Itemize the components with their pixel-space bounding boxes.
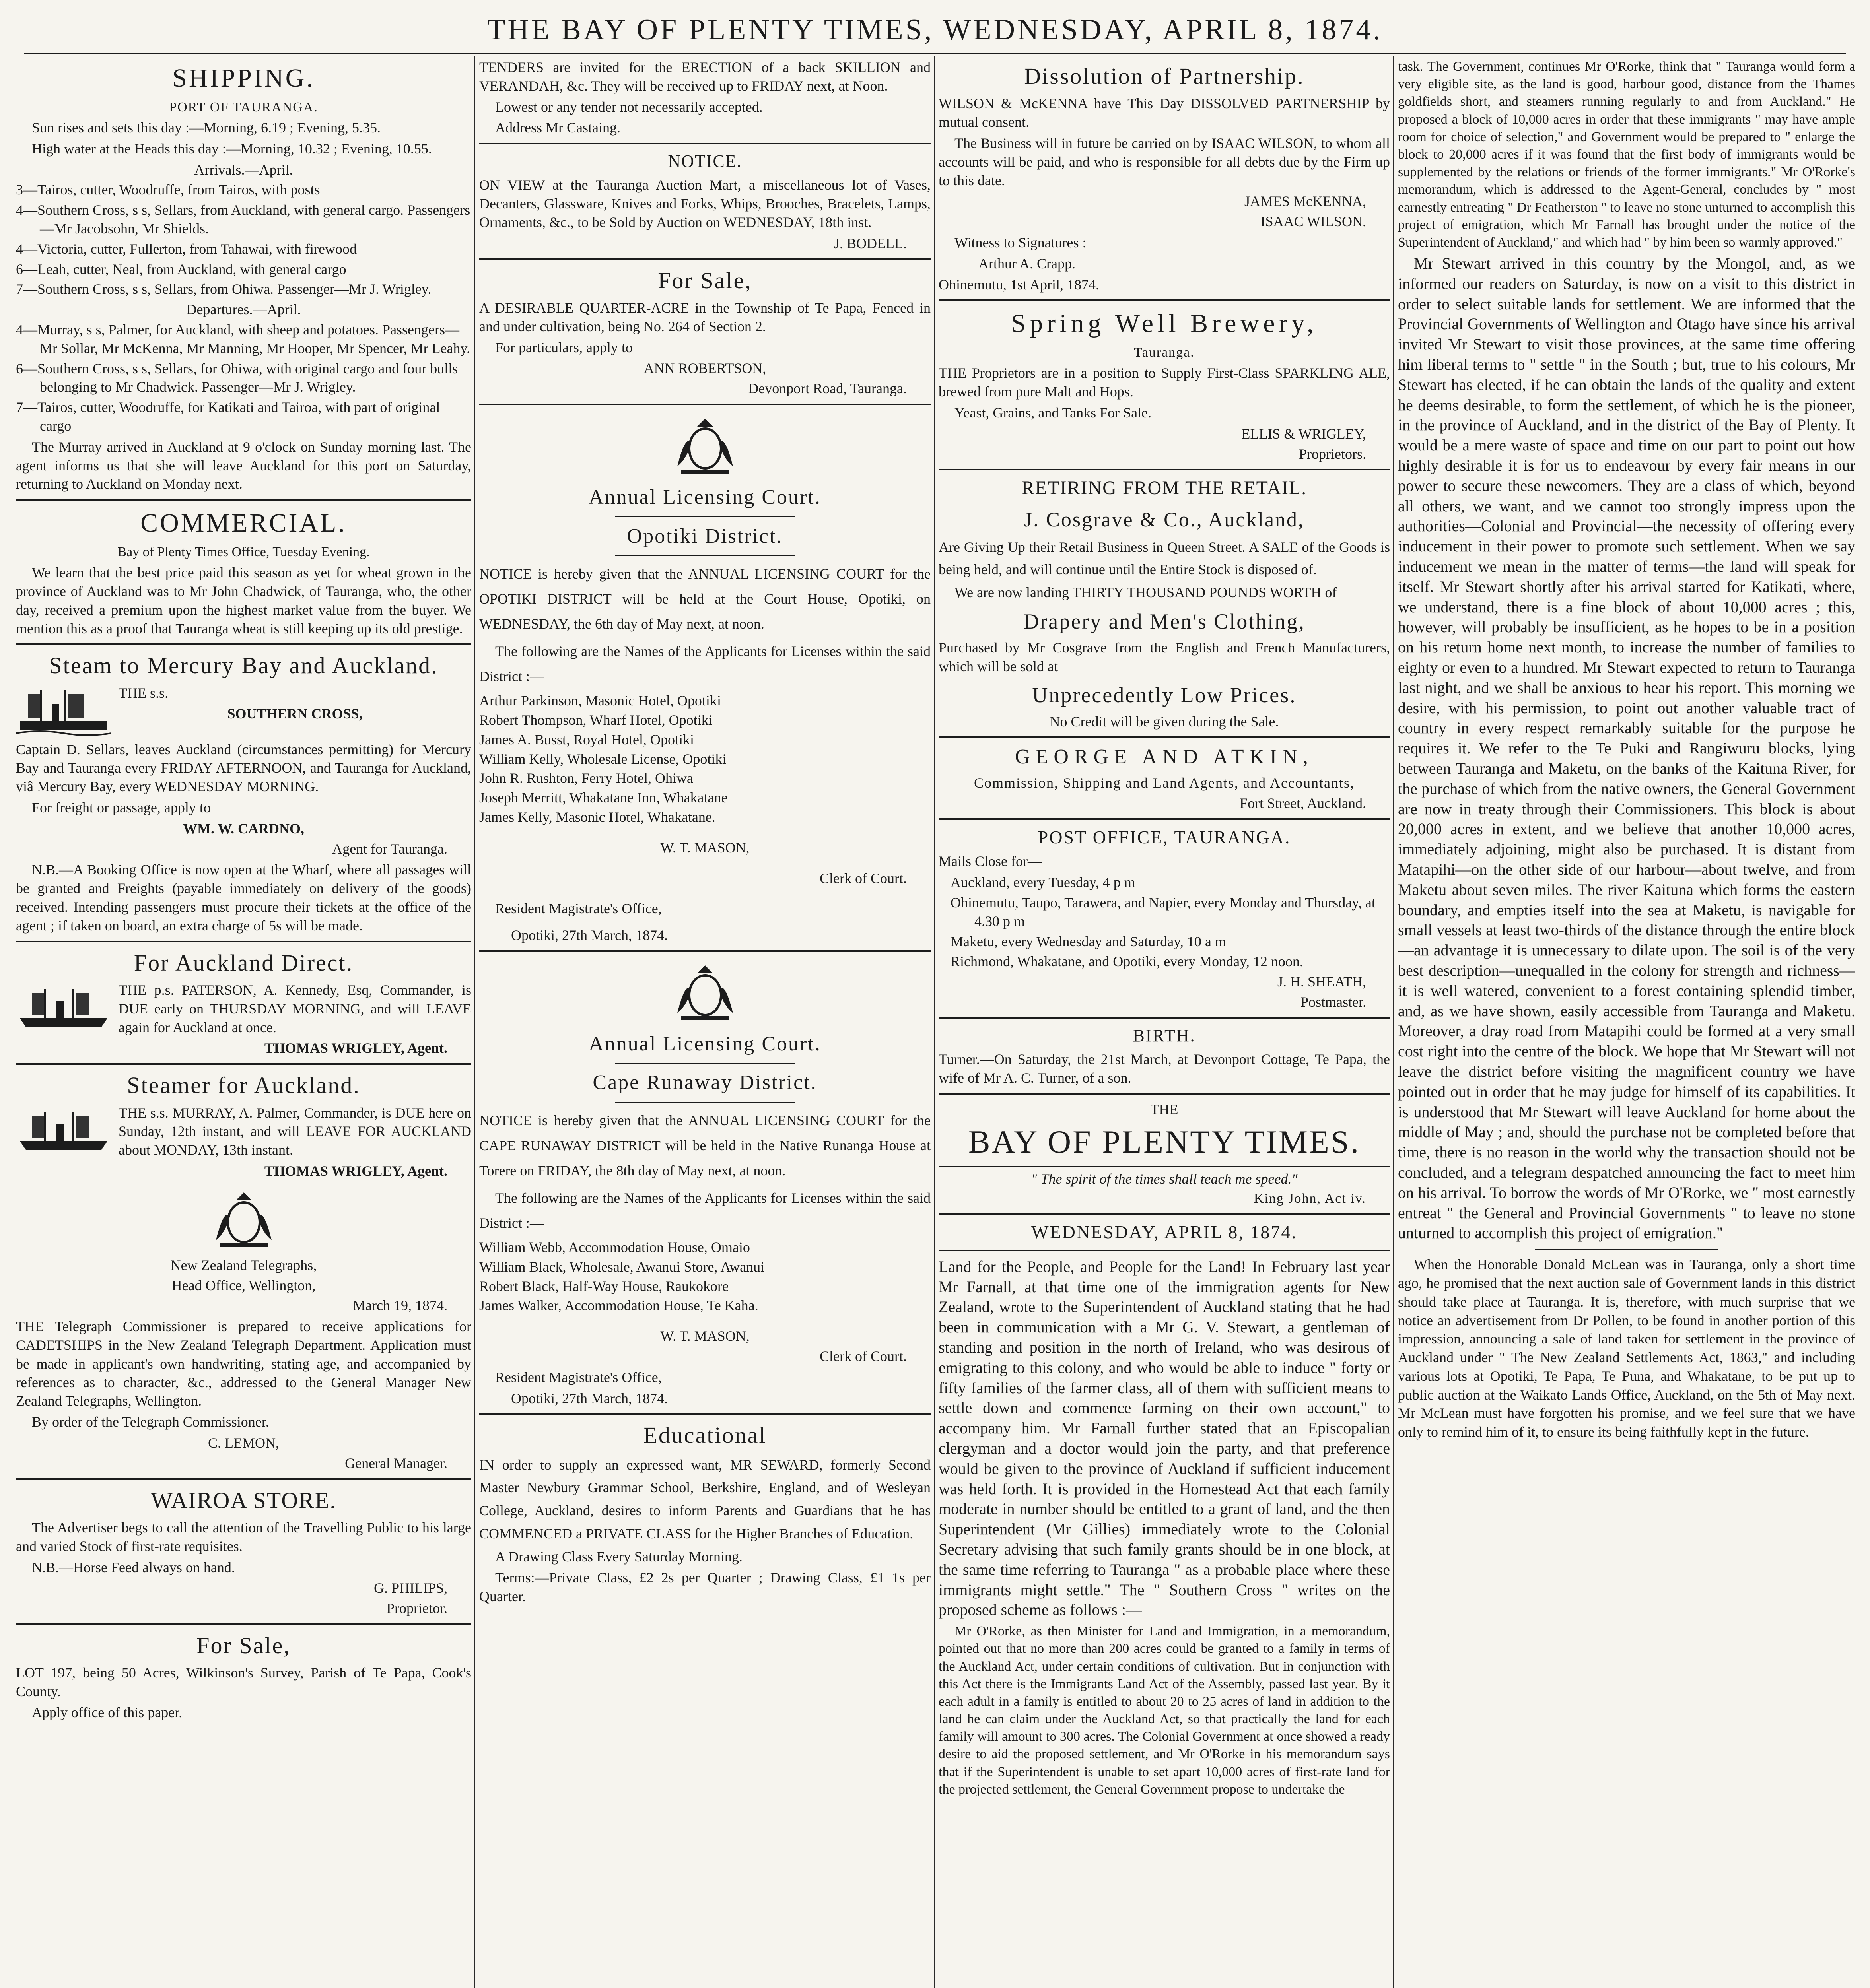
commercial-body: We learn that the best price paid this season as yet for wheat grown in the province of Auckland was to Mr John Chadwick, of Tauranga, who, the other day, received a premium upon the highest market value from the buyer. We mention this as a proof that Tauranga wheat is still keeping up its old prestige. bbox=[16, 565, 471, 637]
opotiki-court-heading: Annual Licensing Court. bbox=[589, 485, 821, 509]
post-office-role: Postmaster. bbox=[1300, 994, 1366, 1010]
brewery-sig: ELLIS & WRIGLEY, bbox=[1241, 425, 1366, 442]
mail-entry: Maketu, every Wednesday and Saturday, 10 a m bbox=[951, 933, 1226, 949]
paper-date: WEDNESDAY, APRIL 8, 1874. bbox=[1031, 1221, 1297, 1242]
divider bbox=[1535, 1249, 1718, 1250]
wairoa-body: The Advertiser begs to call the attention of the Travelling Public to his large and varied Stock of first-rate requisites. bbox=[16, 1519, 471, 1554]
brewery-body: THE Proprietors are in a position to Supply First-Class SPARKLING ALE, brewed from pure Malt and Hops. bbox=[939, 365, 1390, 400]
departure-entry: 4—Murray, s s, Palmer, for Auckland, with sheep and potatoes. Passengers—Mr Sollar, Mr McKenna, Mr Manning, Mr Hooper, Mr Spencer, Mr Leahy. bbox=[16, 321, 470, 356]
departure-entry: 6—Southern Cross, s s, Sellars, for Ohiwa, with original cargo and four bulls belonging to Mr Chadwick. Passenger—Mr J. Wrigley. bbox=[16, 360, 458, 395]
brewery-role: Proprietors. bbox=[1299, 446, 1366, 462]
telegraphs-line1: New Zealand Telegraphs, bbox=[170, 1257, 317, 1273]
wairoa-sig: G. PHILIPS, bbox=[373, 1580, 447, 1596]
editorial-quote: Mr O'Rorke, as then Minister for Land and Immigration, in a memorandum, pointed out that no more than 200 acres could be granted to a family in terms of the Auckland Act, under certain conditions of cultivation. But in conjunction with this Act there is the Immigrants Land Act of the Assembly, passed last year. By it each adult in a family is entitled to about 20 to 25 acres of land in addition to the land he can claim under the Auckland Act, so that practically the land for each family will amount to 300 acres. The Colonial Government at once showed a ready desire to aid the proposed settlement, and Mr O'Rorke in his memorandum says that if the Superintendent is unable to set apart 10,000 acres of first-rate land for the projected settlement, the General Government propose to undertake the bbox=[939, 1624, 1390, 1797]
lot-sale-heading: For Sale, bbox=[196, 1632, 291, 1658]
retiring-landing: We are now landing THIRTY THOUSAND POUNDS WORTH of bbox=[954, 584, 1337, 600]
telegraphs-date: March 19, 1874. bbox=[353, 1297, 447, 1314]
divider bbox=[16, 499, 471, 501]
applicant-entry: Robert Thompson, Wharf Hotel, Opotiki bbox=[479, 712, 713, 728]
telegraphs-order: By order of the Telegraph Commissioner. bbox=[32, 1414, 269, 1430]
quarter-acre-apply: For particulars, apply to bbox=[495, 339, 633, 355]
divider bbox=[615, 555, 795, 556]
quarter-acre-sig: ANN ROBERTSON, bbox=[643, 360, 766, 377]
brewery-place: Tauranga. bbox=[1134, 345, 1195, 360]
dissolution-body2: The Business will in future be carried on by ISAAC WILSON, to whom all accounts will be paid, and who is responsible for all debts due by the Firm up to this date. bbox=[939, 135, 1390, 188]
quarter-acre-address: Devonport Road, Tauranga. bbox=[748, 381, 907, 397]
dissolution-witness: Witness to Signatures : bbox=[954, 234, 1087, 250]
auckland-direct-heading: For Auckland Direct. bbox=[134, 949, 354, 976]
divider bbox=[479, 258, 931, 260]
dissolution-place: Ohinemutu, 1st April, 1874. bbox=[939, 276, 1099, 293]
high-water: High water at the Heads this day :—Morning, 10.32 ; Evening, 10.55. bbox=[32, 140, 432, 157]
cape-date: Opotiki, 27th March, 1874. bbox=[511, 1390, 668, 1406]
divider bbox=[939, 469, 1390, 470]
mercury-ship-name: SOUTHERN CROSS, bbox=[227, 706, 363, 722]
retiring-drapery: Drapery and Men's Clothing, bbox=[1023, 609, 1305, 633]
post-office-sig: J. H. SHEATH, bbox=[1277, 974, 1366, 990]
retiring-firm: J. Cosgrave & Co., Auckland, bbox=[1024, 508, 1305, 531]
opotiki-body: NOTICE is hereby given that the ANNUAL LICENSING COURT for the OPOTIKI DISTRICT will be held at the Court House, Opotiki, on WEDNESDAY, the 6th day of May next, at noon. bbox=[479, 566, 931, 632]
auction-notice-body: ON VIEW at the Tauranga Auction Mart, a miscellaneous lot of Vases, Decanters, Glassware, Knives and Forks, Whips, Brooches, Bracelets, Lamps, Ornaments, &c., to be Sold by Auction on WEDNESDAY, 18th inst. bbox=[479, 177, 931, 230]
divider bbox=[479, 1413, 931, 1415]
applicant-entry: James Kelly, Masonic Hotel, Whakatane. bbox=[479, 809, 715, 825]
applicant-entry: Robert Black, Half-Way House, Raukokore bbox=[479, 1278, 729, 1294]
divider bbox=[939, 1213, 1390, 1215]
telegraphs-line2: Head Office, Wellington, bbox=[171, 1277, 316, 1293]
dissolution-witness-name: Arthur A. Crapp. bbox=[978, 255, 1075, 272]
editorial-paragraph: When the Honorable Donald McLean was in Tauranga, only a short time ago, he promised that the next auction sale of Government lands in this district should take place at Tauranga. It is, therefore, with much surprise that we notice an advertisement from Dr Pollen, to be found in another portion of this impression, announcing a sale of land taken for settlement in the province of Auckland under " The New Zealand Settlements Act, 1863," and including various lots at Opotiki, Te Papa, Te Puna, and Whakatane, to be put up to public auction at the Waikato Lands Office, Auckland, on the 5th of May next. Mr McLean must have forgotten his promise, and we feel sure that we have only to remind him of it, to ensure its being faithfully kept in the future. bbox=[1398, 1256, 1855, 1440]
steamship-icon bbox=[16, 686, 111, 738]
divider bbox=[479, 143, 931, 144]
lot-sale-apply: Apply office of this paper. bbox=[32, 1704, 183, 1720]
paper-motto: " The spirit of the times shall teach me speed." bbox=[1031, 1171, 1298, 1187]
atkin-sub: Commission, Shipping and Land Agents, and Accountants, bbox=[974, 775, 1355, 791]
departure-entry: 7—Tairos, cutter, Woodruffe, for Katikati and Tairoa, with part of original cargo bbox=[16, 399, 440, 434]
arrival-entry: 4—Southern Cross, s s, Sellars, from Auckland, with general cargo. Passengers—Mr Jacobsohn, Mr Shields. bbox=[16, 202, 470, 237]
tenders-note: Lowest or any tender not necessarily accepted. bbox=[495, 99, 763, 115]
cape-body: NOTICE is hereby given that the ANNUAL LICENSING COURT for the CAPE RUNAWAY DISTRICT will be held in the Native Runanga House at Torere on FRIDAY, the 8th day of May next, at noon. bbox=[479, 1112, 931, 1179]
divider bbox=[615, 1102, 795, 1103]
cape-role: Clerk of Court. bbox=[820, 1348, 907, 1365]
tenders-body: TENDERS are invited for the ERECTION of a back SKILLION and VERANDAH, &c. They will be received up to FRIDAY next, at Noon. bbox=[479, 59, 931, 94]
divider bbox=[939, 299, 1390, 301]
steamer-auckland-sig: THOMAS WRIGLEY, Agent. bbox=[264, 1163, 447, 1179]
quarter-acre-body: A DESIRABLE QUARTER-ACRE in the Township of Te Papa, Fenced in and under cultivation, being No. 264 of Section 2. bbox=[479, 299, 931, 334]
dissolution-sig2: ISAAC WILSON. bbox=[1260, 214, 1366, 230]
editorial-paragraph: Mr Stewart arrived in this country by the Mongol, and, as we informed our readers on Saturday, is now on a visit to this district in order to select suitable lands for settlement. We are informed that the Provincial Governments of Wellington and Otago have since his arrival invited Mr Stewart to visit those provinces, at the same time offering him liberal terms to " settle " in the South ; but, true to his colours, Mr Stewart has elected, if he can obtain the lands of the quality and extent he deems desirable, to form the settlement, of which he is the pioneer, in the province of Auckland, and in the district of the Bay of Plenty. It would be a mere waste of space and time on our part to point out how highly desirable it is for us to endeavour by every fair means in our power to secure these newcomers. They are a class of which, beyond all others, we want, and we cannot too strongly impress upon the authorities—Colonial and Provincial—the necessity of offering every inducement in their power to promote such settlement. When we say inducement we mean in the matter of terms—the land will speak for itself. Mr Stewart shortly after his arrival started for Katikati, where, we understand, there is a fine block of about 10,000 acres ; this, however, will probably be insufficient, as he hopes to be in a position on his return home next month, to increase the number of families to eighty or even to a hundred. Mr Stewart expected to return to Tauranga last night, and we shall be anxious to hear his report. This morning we desire, with his permission, to point out another valuable tract of country in every respect remarkably suitable for the purpose he requires it. We refer to the Te Puki and Rangiwuru blocks, lying between Tauranga and Maketu, on the banks of the Kaituna River, for the purchase of which from the native owners, the General Government are now in treaty through their Commissioners. This block is about 20,000 acres in extent, and we believe that another 10,000 acres, immediately adjoining, might also be purchased. It is distant from Matapihi—on the other side of our harbour—about twelve, and from Maketu about seven miles. The river Kaituna which forms the eastern boundary, and empties itself into the sea at Maketu, is navigable for small vessels at least two-thirds of the distance through the entire block—an advantage it is unnecessary to dilate upon. The soil is of the very best description—unequalled in the colony for strength and richness—it is well watered, convenient to a forest containing splendid timber, and, as we have shown, easily accessible from Tauranga and Maketu. Moreover, a dray road from Matapihi could be formed at a very small cost right into the centre of the block. We hope that Mr Stewart will not leave the district before visiting the magnificent country we have pointed out in order that he may judge for himself of its capabilities. It is understood that Mr Stewart will leave Auckland for home about the middle of May ; and, should the purchase not be completed before that time, there is no reason in the world why the transaction should not be concluded, and a telegram despatched announcing the fact to meet him on his arrival. To borrow the words of Mr O'Rorke, we " most earnestly entreat " the General and Provincial Governments " to leave no stone unturned to accomplish this project of emigration." bbox=[1398, 254, 1855, 1242]
mercury-the: THE s.s. bbox=[119, 685, 168, 701]
mercury-bay-heading: Steam to Mercury Bay and Auckland. bbox=[49, 652, 438, 679]
mercury-nb: N.B.—A Booking Office is now open at the Wharf, where all passages will be granted and Freights (payable immediately on delivery of the goods) received. Intending passengers must procure their tickets at the office of the agent ; if taken on board, an extra charge of 5s will be made. bbox=[16, 862, 471, 934]
applicant-entry: William Black, Wholesale, Awanui Store, Awanui bbox=[479, 1258, 765, 1275]
dissolution-body: WILSON & McKENNA have This Day DISSOLVED PARTNERSHIP by mutual consent. bbox=[939, 95, 1390, 130]
opotiki-district-heading: Opotiki District. bbox=[627, 524, 783, 547]
steamship-icon bbox=[16, 1106, 111, 1158]
paper-attribution: King John, Act iv. bbox=[1254, 1191, 1366, 1206]
departures-heading: Departures.—April. bbox=[186, 301, 301, 318]
column-1 bbox=[16, 56, 471, 1988]
tenders-address: Address Mr Castaing. bbox=[495, 120, 620, 136]
applicant-entry: Joseph Merritt, Whakatane Inn, Whakatane bbox=[479, 790, 728, 806]
arrival-entry: 4—Victoria, cutter, Fullerton, from Tahawai, with firewood bbox=[16, 241, 357, 257]
educational-body: IN order to supply an expressed want, MR SEWARD, formerly Second Master Newbury Grammar School, Berkshire, England, and of Wesleyan College, Auckland, desires to inform Parents and Guardians that he has COMMENCED a PRIVATE CLASS for the Higher Branches of Education. bbox=[479, 1456, 931, 1541]
wairoa-role: Proprietor. bbox=[387, 1600, 447, 1617]
arrival-entry: 3—Tairos, cutter, Woodruffe, from Tairos, with posts bbox=[16, 182, 320, 198]
cape-court-heading: Annual Licensing Court. bbox=[589, 1032, 821, 1055]
shipping-heading: SHIPPING. bbox=[172, 64, 315, 93]
royal-crest-icon bbox=[653, 411, 757, 478]
educational-terms: Terms:—Private Class, £2 2s per Quarter ; Drawing Class, £1 1s per Quarter. bbox=[479, 1570, 931, 1604]
applicant-entry: John R. Rushton, Ferry Hotel, Ohiwa bbox=[479, 770, 693, 786]
telegraphs-role: General Manager. bbox=[345, 1455, 447, 1471]
divider bbox=[16, 1478, 471, 1480]
steamship-icon bbox=[16, 983, 111, 1035]
telegraphs-sig: C. LEMON, bbox=[208, 1435, 279, 1451]
column-2 bbox=[479, 56, 931, 1988]
educational-heading: Educational bbox=[643, 1422, 767, 1448]
brewery-body2: Yeast, Grains, and Tanks For Sale. bbox=[954, 404, 1152, 421]
cape-names-intro: The following are the Names of the Applicants for Licenses within the said District :— bbox=[479, 1190, 931, 1231]
opotiki-office: Resident Magistrate's Office, bbox=[495, 901, 662, 917]
mercury-freight: For freight or passage, apply to bbox=[32, 800, 211, 816]
royal-crest-icon bbox=[192, 1184, 295, 1252]
column-rule bbox=[1393, 56, 1394, 1988]
birth-heading: BIRTH. bbox=[1133, 1025, 1196, 1045]
divider bbox=[939, 1017, 1390, 1019]
divider bbox=[939, 1093, 1390, 1095]
port-heading: PORT OF TAURANGA. bbox=[169, 99, 318, 115]
auction-notice-sig: J. BODELL. bbox=[834, 235, 907, 251]
opotiki-role: Clerk of Court. bbox=[820, 870, 907, 886]
applicant-entry: James A. Busst, Royal Hotel, Opotiki bbox=[479, 731, 694, 747]
arrivals-heading: Arrivals.—April. bbox=[194, 161, 293, 178]
masthead: THE BAY OF PLENTY TIMES, WEDNESDAY, APRIL 8, 1874. bbox=[24, 8, 1846, 54]
column-3 bbox=[939, 56, 1390, 1988]
column-4 bbox=[1398, 56, 1855, 1988]
divider bbox=[16, 643, 471, 645]
opotiki-date: Opotiki, 27th March, 1874. bbox=[511, 927, 668, 944]
royal-crest-icon bbox=[653, 957, 757, 1025]
mail-entry: Auckland, every Tuesday, 4 p m bbox=[951, 874, 1135, 891]
editorial-quote: task. The Government, continues Mr O'Rorke, think that " Tauranga would form a very eligible site, as the land is good, harbour good, distance from the Thames goldfields short, and steamers running regularly to and from Auckland." He proposed a block of 10,000 acres in order that these immigrants " may have ample room for choice of selection," and Government would be prepared to " enlarge the block to 20,000 acres if it was found that the first body of immigrants would be supplemented by the relations or friends of the former immigrants." Mr O'Rorke's memorandum, which is addressed to the Agent-General, concludes by " most earnestly entreating " Dr Featherston " to leave no stone unturned to accomplish this project of emigration, which Mr Farnall has brought under the notice of the Superintendent of Auckland," and which had " by him been so warmly approved." bbox=[1398, 59, 1855, 250]
lot-sale-body: LOT 197, being 50 Acres, Wilkinson's Survey, Parish of Te Papa, Cook's County. bbox=[16, 1665, 471, 1700]
arrival-entry: 6—Leah, cutter, Neal, from Auckland, with general cargo bbox=[16, 261, 346, 277]
divider bbox=[615, 1063, 795, 1064]
applicant-entry: Arthur Parkinson, Masonic Hotel, Opotiki bbox=[479, 693, 721, 709]
editorial-paragraph: Land for the People, and People for the Land! In February last year Mr Farnall, at that time one of the immigration agents for New Zealand, wrote to the Superintendent of Auckland stating that he had been in communication with a Mr G. V. Stewart, a gentleman of standing and position in the north of Ireland, who was desirous of emigrating to this colony, and who would be able to induce " forty or fifty families of the farmer class, all of them with sufficient means to settle down and commence farming on their own account," to accompany him. Mr Farnall further stated that an Episcopalian clergyman and a doctor would join the party, and that preference would be given to the province of Auckland if sufficient inducement was held forth. It is provided in the Homestead Act that each family moderate in number should be entitled to a grant of land, and the then Superintendent (Mr Gillies) immediately wrote to the Colonial Secretary advising that such family grants should be in one block, at the same time referring to Tauranga " as a probable place where these immigrants might settle." The " Southern Cross " writes on the proposed scheme as follows :— bbox=[939, 1257, 1390, 1619]
mercury-agent-role: Agent for Tauranga. bbox=[332, 841, 447, 857]
auckland-direct-sig: THOMAS WRIGLEY, Agent. bbox=[264, 1040, 447, 1056]
applicant-entry: William Webb, Accommodation House, Omaio bbox=[479, 1239, 750, 1256]
educational-drawing: A Drawing Class Every Saturday Morning. bbox=[495, 1549, 743, 1565]
mail-entry: Richmond, Whakatane, and Opotiki, every Monday, 12 noon. bbox=[951, 953, 1303, 970]
mercury-agent: WM. W. CARDNO, bbox=[183, 820, 304, 837]
divider bbox=[479, 404, 931, 405]
retiring-credit: No Credit will be given during the Sale. bbox=[1050, 713, 1279, 730]
auckland-direct-body: THE p.s. PATERSON, A. Kennedy, Esq, Commander, is DUE early on THURSDAY MORNING, and will LEAVE again for Auckland at once. bbox=[119, 982, 471, 1035]
cape-district-heading: Cape Runaway District. bbox=[593, 1071, 817, 1094]
atkin-address: Fort Street, Auckland. bbox=[1240, 795, 1366, 811]
divider bbox=[939, 1250, 1390, 1251]
arrival-entry: 7—Southern Cross, s s, Sellars, from Ohiwa. Passenger—Mr J. Wrigley. bbox=[16, 281, 432, 297]
opotiki-sig: W. T. MASON, bbox=[660, 839, 750, 856]
sun-times: Sun rises and sets this day :—Morning, 6.19 ; Evening, 5.35. bbox=[32, 119, 381, 136]
divider bbox=[939, 736, 1390, 738]
wairoa-nb: N.B.—Horse Feed always on hand. bbox=[32, 1559, 235, 1575]
applicant-entry: William Kelly, Wholesale License, Opotiki bbox=[479, 751, 727, 767]
commercial-heading: COMMERCIAL. bbox=[140, 509, 347, 538]
cape-sig: W. T. MASON, bbox=[660, 1328, 750, 1344]
divider bbox=[16, 941, 471, 942]
column-rule bbox=[934, 56, 935, 1988]
divider bbox=[16, 1063, 471, 1065]
wairoa-heading: WAIROA STORE. bbox=[151, 1487, 336, 1513]
divider bbox=[939, 818, 1390, 820]
paper-name: BAY OF PLENTY TIMES. bbox=[968, 1124, 1361, 1160]
dissolution-heading: Dissolution of Partnership. bbox=[1024, 63, 1304, 89]
divider bbox=[479, 950, 931, 952]
divider bbox=[16, 1623, 471, 1625]
commercial-office: Bay of Plenty Times Office, Tuesday Evening. bbox=[117, 544, 370, 559]
applicant-entry: James Walker, Accommodation House, Te Kaha. bbox=[479, 1297, 758, 1314]
post-office-intro: Mails Close for— bbox=[939, 853, 1042, 870]
telegraphs-body: THE Telegraph Commissioner is prepared to receive applications for CADETSHIPS in the New Zealand Telegraph Department. Application must be made in applicant's own handwriting, stating age, and accompanied by references as to character, &c., addressed to the General Manager New Zealand Telegraphs, Wellington. bbox=[16, 1318, 471, 1409]
atkin-heading: GEORGE AND ATKIN, bbox=[1015, 746, 1314, 769]
birth-body: Turner.—On Saturday, the 21st March, at Devonport Cottage, Te Papa, the wife of Mr A. C. Turner, of a son. bbox=[939, 1051, 1390, 1086]
steamer-auckland-heading: Steamer for Auckland. bbox=[127, 1072, 360, 1099]
retiring-heading: RETIRING FROM THE RETAIL. bbox=[1021, 478, 1307, 499]
shipping-note: The Murray arrived in Auckland at 9 o'clock on Sunday morning last. The agent informs us that she will leave Auckland for this port on Saturday, returning to Auckland on Monday next. bbox=[16, 439, 471, 492]
mail-entry: Ohinemutu, Taupo, Tarawera, and Napier, every Monday and Thursday, at 4.30 p m bbox=[951, 895, 1376, 929]
dissolution-sig1: JAMES McKENNA, bbox=[1244, 193, 1366, 210]
column-rule bbox=[474, 56, 475, 1988]
auction-notice-heading: NOTICE. bbox=[668, 151, 742, 171]
divider bbox=[615, 516, 795, 517]
steamer-auckland-body: THE s.s. MURRAY, A. Palmer, Commander, is DUE here on Sunday, 12th instant, and will LEAVE FOR AUCKLAND about MONDAY, 13th instant. bbox=[119, 1105, 471, 1158]
retiring-body2: Purchased by Mr Cosgrave from the English and French Manufacturers, which will be sold at bbox=[939, 639, 1390, 674]
cape-office: Resident Magistrate's Office, bbox=[495, 1369, 662, 1385]
quarter-acre-heading: For Sale, bbox=[658, 267, 752, 293]
retiring-prices: Unprecedently Low Prices. bbox=[1032, 683, 1297, 707]
mercury-body: Captain D. Sellars, leaves Auckland (circumstances permitting) for Mercury Bay and Tauranga every FRIDAY AFTERNOON, and Tauranga for Auckland, viâ Mercury Bay, every WEDNESDAY MORNING. bbox=[16, 741, 471, 795]
paper-the: THE bbox=[1150, 1101, 1178, 1117]
retiring-body: Are Giving Up their Retail Business in Queen Street. A SALE of the Goods is being held, and will continue until the Entire Stock is disposed of. bbox=[939, 539, 1390, 578]
post-office-heading: POST OFFICE, TAURANGA. bbox=[1038, 827, 1291, 847]
opotiki-names-intro: The following are the Names of the Applicants for Licenses within the said District :— bbox=[479, 643, 931, 685]
brewery-heading: Spring Well Brewery, bbox=[1011, 309, 1318, 338]
divider bbox=[939, 1166, 1390, 1167]
